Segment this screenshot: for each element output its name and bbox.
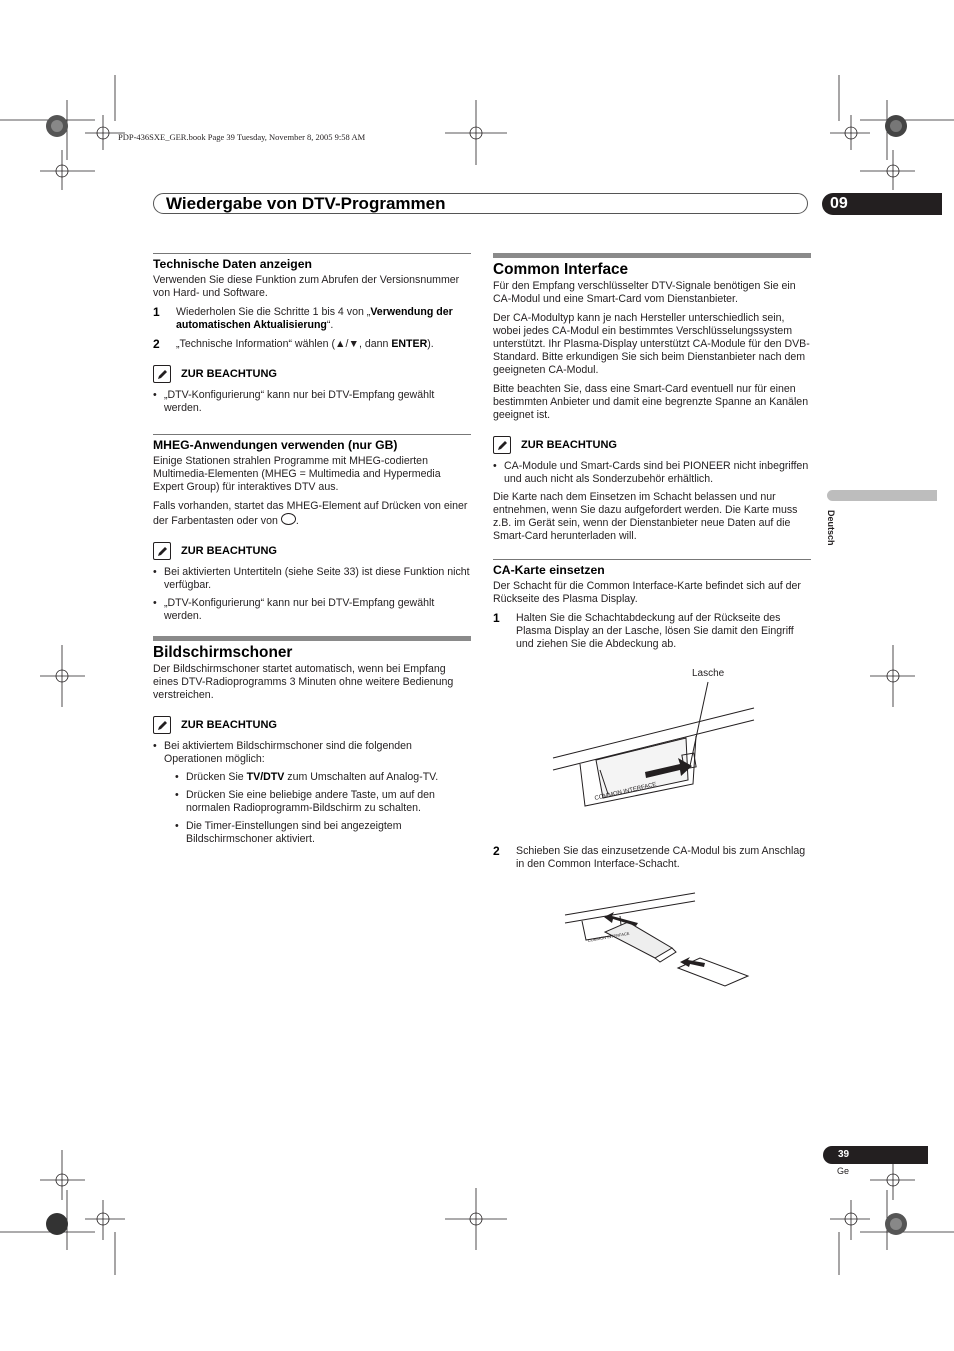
page-language-code: Ge	[837, 1166, 850, 1176]
note-item: • Bei aktiviertem Bildschirmschoner sind die folgenden Operationen möglich:	[153, 740, 471, 766]
note-label: ZUR BEACHTUNG	[181, 367, 277, 380]
enter-key-label: ENTER	[391, 338, 428, 350]
figure-1-slot-cover	[550, 680, 760, 810]
pencil-note-icon	[493, 436, 511, 454]
step-number: 2	[153, 337, 160, 351]
ca-step-1	[493, 612, 811, 651]
step-number: 1	[153, 305, 160, 319]
note-text: Bei aktivierten Untertiteln (siehe Seite 33) ist diese Funktion nicht verfügbar.	[164, 566, 470, 591]
right-column	[493, 253, 811, 657]
step-text-mid: , dann	[358, 338, 392, 350]
tv-dtv-key-label: TV/DTV	[246, 771, 285, 783]
language-tab-label: Deutsch	[826, 510, 836, 546]
ci-paragraph-1: Für den Empfang verschlüsselter DTV-Signale benötigen Sie ein CA-Modul und eine Smart-Card vom Dienstanbieter.	[493, 280, 796, 305]
figure-1-label-lasche: Lasche	[692, 668, 725, 679]
section-rule	[153, 253, 471, 254]
mheg-paragraph-1: Einige Stationen strahlen Programme mit MHEG-codierten Multimedia-Elementen (MHEG = Multimedia and Hypermedia Expert Group) für interaktives DTV aus.	[153, 455, 441, 493]
note-text: „DTV-Konfigurierung“ kann nur bei DTV-Empfang gewählt werden.	[164, 597, 435, 622]
step-number: 2	[493, 844, 500, 858]
text-button-icon	[281, 513, 296, 525]
section-title-mheg: MHEG-Anwendungen verwenden (nur GB)	[153, 438, 398, 452]
section-title-saver: Bildschirmschoner	[153, 644, 293, 661]
tech-intro: Verwenden Sie diese Funktion zum Abrufen der Versionsnummer von Hard- und Software.	[153, 274, 460, 299]
note-text: Bei aktiviertem Bildschirmschoner sind die folgenden Operationen möglich:	[164, 740, 412, 765]
mheg-paragraph-2-text: Falls vorhanden, startet das MHEG-Element auf Drücken von einer der Farbentasten oder von	[153, 500, 468, 527]
language-tab	[827, 490, 937, 501]
pencil-note-icon	[153, 542, 171, 560]
ci-paragraph-3: Bitte beachten Sie, dass eine Smart-Card eventuell nur für einen bestimmten Anbieter und damit eine begrenzte Spanne an Kanälen geeignet ist.	[493, 383, 809, 421]
note-header	[153, 716, 471, 734]
left-column	[153, 253, 471, 851]
book-info-line: PDP-436SXE_GER.book Page 39 Tuesday, November 8, 2005 9:58 AM	[118, 132, 366, 142]
note-label: ZUR BEACHTUNG	[181, 544, 277, 557]
mheg-paragraph-2	[153, 500, 471, 528]
right-column-step2	[493, 845, 811, 877]
step-text: „Technische Information“ wählen (▲/▼, dann ENTER).	[176, 338, 434, 350]
note-subitem: • Die Timer-Einstellungen sind bei angezeigtem Bildschirmschoner aktiviert.	[175, 820, 471, 846]
section-title-ca: CA-Karte einsetzen	[493, 563, 605, 577]
section-rule	[153, 434, 471, 435]
note-header	[153, 365, 471, 383]
step-text: Halten Sie die Schachtabdeckung auf der Rückseite des Plasma Display an der Lasche, lösen Sie damit den Eingriff und ziehen Sie die Abdeckung ab.	[516, 612, 794, 650]
note-subitem: • Drücken Sie eine beliebige andere Taste, um auf den normalen Radioprogramm-Bildschirm zu schalten.	[175, 789, 471, 815]
pencil-note-icon	[153, 716, 171, 734]
ci-paragraph-4: Die Karte nach dem Einsetzen im Schacht belassen und nur entnehmen, wenn Sie dazu aufgefordert werden. Die Karte muss z.B. im Gerät sein, wenn der Dienstanbieter neue Daten auf die Smart-Card herunterladen will.	[493, 491, 798, 542]
subitem-pre: Drücken Sie	[186, 771, 247, 783]
section-rule	[493, 559, 811, 560]
page-title: Wiedergabe von DTV-Programmen	[166, 194, 446, 213]
step-text-pre: „Technische Information“ wählen (	[176, 338, 335, 350]
step-text-pre: Wiederholen Sie die Schritte 1 bis 4 von „	[176, 306, 371, 318]
note-subitem-text: Die Timer-Einstellungen sind bei angezeigtem Bildschirmschoner aktiviert.	[186, 820, 402, 845]
ca-step-2	[493, 845, 811, 871]
step-text-post: ).	[427, 338, 434, 350]
ci-paragraph-2: Der CA-Modultyp kann je nach Hersteller unterschiedlich sein, wobei jedes CA-Modul ein bestimmtes Verschlüsselungssystem unterstützt. Ihr Plasma-Display unterstützt CA-Module für den DVB-Standard. Bitte erkundigen Sie sich beim Dienstanbieter nach dem geeigneten CA-Modul.	[493, 312, 810, 376]
note-item: • Bei aktivierten Untertiteln (siehe Seite 33) ist diese Funktion nicht verfügbar.	[153, 566, 470, 591]
mheg-paragraph-2-end: .	[295, 515, 299, 527]
note-subitem-text	[186, 771, 471, 784]
note-text: „DTV-Konfigurierung“ kann nur bei DTV-Empfang gewählt werden.	[164, 389, 435, 414]
saver-paragraph: Der Bildschirmschoner startet automatisch, wenn bei Empfang eines DTV-Radioprogramms 3 Minuten ohne weitere Bedienung verstreichen.	[153, 663, 454, 701]
arrow-down-icon: ▼	[348, 338, 359, 350]
step-text	[176, 306, 471, 332]
note-label: ZUR BEACHTUNG	[181, 718, 277, 731]
tech-step-1	[153, 306, 471, 332]
tech-step-2	[153, 338, 471, 351]
figure-1-slot-label: COMMON INTERFACE	[594, 781, 658, 802]
section-title-tech: Technische Daten anzeigen	[153, 257, 312, 271]
note-label: ZUR BEACHTUNG	[521, 438, 617, 451]
note-header	[153, 542, 471, 560]
note-text: CA-Module und Smart-Cards sind bei PIONEER nicht inbegriffen und auch nicht als Sonderzubehör erhältlich.	[504, 460, 809, 485]
ca-paragraph-1: Der Schacht für die Common Interface-Karte befindet sich auf der Rückseite des Plasma Display.	[493, 580, 801, 605]
figure-2-slot-label: COMMON INTERFACE	[587, 930, 630, 943]
step-text-bold: Verwendung der automatischen Aktualisierung	[176, 306, 453, 331]
section-rule-thick	[493, 253, 811, 258]
page-number: 39	[823, 1146, 928, 1164]
step-number: 1	[493, 611, 500, 625]
chapter-badge: 09	[822, 193, 942, 215]
figure-2-ca-module	[560, 890, 760, 995]
section-rule-thick	[153, 636, 471, 641]
note-item: • CA-Module und Smart-Cards sind bei PIONEER nicht inbegriffen und auch nicht als Sonderzubehör erhältlich.	[493, 460, 811, 486]
subitem-post: zum Umschalten auf Analog-TV.	[284, 771, 439, 783]
section-title-ci: Common Interface	[493, 261, 629, 278]
note-subitem-text: Drücken Sie eine beliebige andere Taste, um auf den normalen Radioprogramm-Bildschirm zu schalten.	[186, 789, 435, 814]
step-text-post: “.	[326, 319, 334, 331]
note-item: • „DTV-Konfigurierung“ kann nur bei DTV-Empfang gewählt werden.	[153, 389, 471, 415]
pencil-note-icon	[153, 365, 171, 383]
step-text: Schieben Sie das einzusetzende CA-Modul bis zum Anschlag in den Common Interface-Schacht.	[516, 845, 806, 870]
note-subitem: • Drücken Sie TV/DTV zum Umschalten auf Analog-TV.	[175, 771, 471, 784]
note-item: • „DTV-Konfigurierung“ kann nur bei DTV-Empfang gewählt werden.	[153, 597, 471, 623]
arrow-up-icon: ▲	[334, 338, 346, 350]
note-header	[493, 436, 811, 454]
